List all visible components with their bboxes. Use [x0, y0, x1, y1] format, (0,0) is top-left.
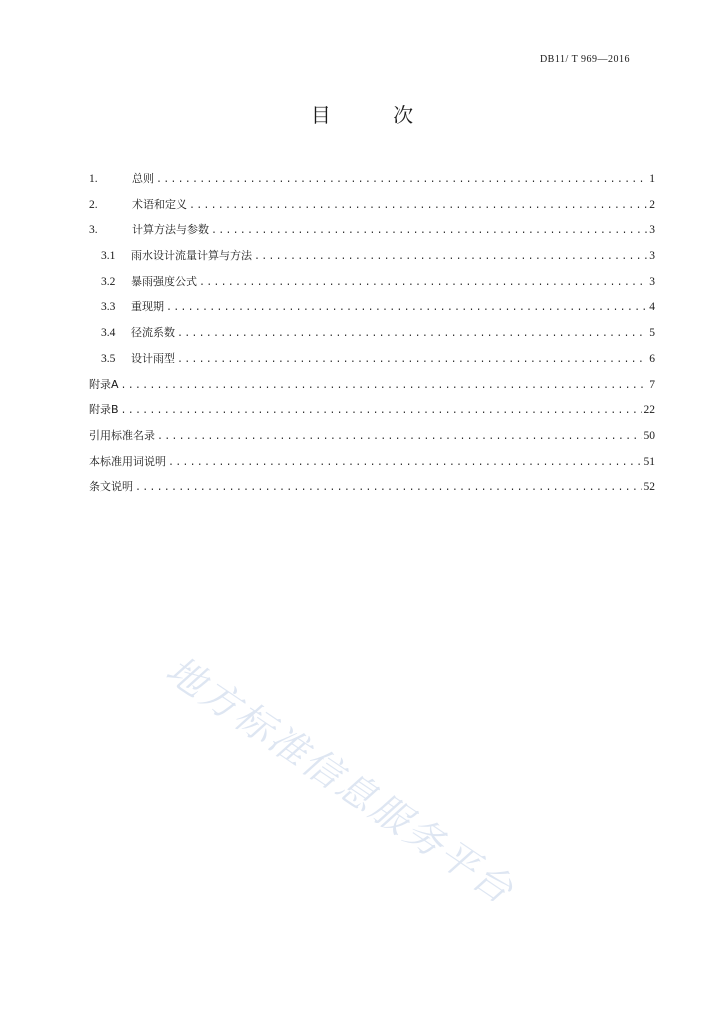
toc-dot-leader: [121, 374, 648, 400]
toc-entry-number: 2.: [89, 198, 98, 211]
toc-entry-page: 7: [649, 378, 655, 391]
toc-entry-label: 设计雨型: [131, 351, 175, 365]
toc-entry[interactable]: [89, 320, 655, 346]
toc-entry[interactable]: [89, 269, 655, 295]
toc-entry-number: 1.: [89, 173, 98, 185]
toc-dot-leader: [156, 168, 647, 194]
toc-title: 目 次: [310, 103, 442, 128]
toc-entry-page: 3: [649, 275, 655, 288]
toc-entry[interactable]: [89, 372, 655, 398]
toc-entry-label: 术语和定义: [132, 197, 187, 211]
toc-entry[interactable]: [89, 166, 655, 192]
toc-dot-leader: [135, 476, 642, 502]
toc-dot-leader: [211, 219, 647, 245]
toc-entry-page: 50: [643, 429, 655, 442]
toc-list: [89, 166, 655, 500]
toc-entry-number: 3.3: [101, 301, 116, 314]
toc-entry-page: 6: [649, 352, 655, 365]
toc-entry-page: 52: [643, 481, 655, 494]
toc-dot-leader: [177, 322, 647, 348]
toc-entry-number: 3.4: [101, 327, 116, 340]
toc-entry-page: 4: [649, 301, 655, 314]
toc-entry-number: 3.1: [101, 250, 116, 263]
toc-entry-label: 附录A: [89, 377, 119, 391]
standard-code: DB11/ T 969—2016: [539, 54, 630, 65]
toc-entry-label: 重现期: [131, 300, 164, 314]
toc-entry-label: 暴雨强度公式: [131, 274, 197, 288]
toc-dot-leader: [189, 194, 647, 220]
toc-dot-leader: [177, 348, 647, 374]
toc-entry-number: 3.: [89, 224, 98, 237]
toc-dot-leader: [254, 245, 647, 271]
toc-entry-label: 附录B: [89, 403, 119, 417]
toc-dot-leader: [157, 425, 642, 451]
toc-entry-page: 2: [649, 198, 655, 211]
toc-entry-label: 引用标准名录: [89, 428, 155, 442]
toc-entry-page: 51: [643, 455, 655, 468]
toc-dot-leader: [199, 271, 647, 297]
toc-dot-leader: [168, 451, 642, 477]
toc-entry[interactable]: [89, 423, 655, 449]
toc-entry-label: 条文说明: [89, 480, 133, 494]
toc-entry[interactable]: [89, 346, 655, 372]
toc-entry-number: 3.5: [101, 352, 116, 365]
toc-entry[interactable]: [89, 192, 655, 218]
toc-entry-page: 5: [649, 327, 655, 340]
toc-entry-label: 总则: [132, 172, 154, 185]
toc-entry[interactable]: [89, 397, 655, 423]
toc-dot-leader: [121, 399, 642, 425]
toc-entry-label: 径流系数: [131, 326, 175, 340]
toc-entry-page: 3: [649, 224, 655, 237]
watermark: 地方标准信息服务平台: [158, 647, 523, 914]
toc-entry-page: 1: [649, 173, 655, 185]
toc-entry-number: 3.2: [101, 275, 116, 288]
toc-entry[interactable]: [89, 217, 655, 243]
toc-entry[interactable]: [89, 474, 655, 500]
toc-entry[interactable]: [89, 449, 655, 475]
toc-entry-label: 计算方法与参数: [132, 223, 209, 237]
toc-entry[interactable]: [89, 243, 655, 269]
toc-entry-label: 本标准用词说明: [89, 454, 166, 468]
toc-entry[interactable]: [89, 294, 655, 320]
toc-entry-label: 雨水设计流量计算与方法: [131, 249, 252, 263]
toc-entry-page: 3: [649, 250, 655, 263]
toc-dot-leader: [166, 296, 647, 322]
toc-entry-page: 22: [643, 404, 655, 417]
